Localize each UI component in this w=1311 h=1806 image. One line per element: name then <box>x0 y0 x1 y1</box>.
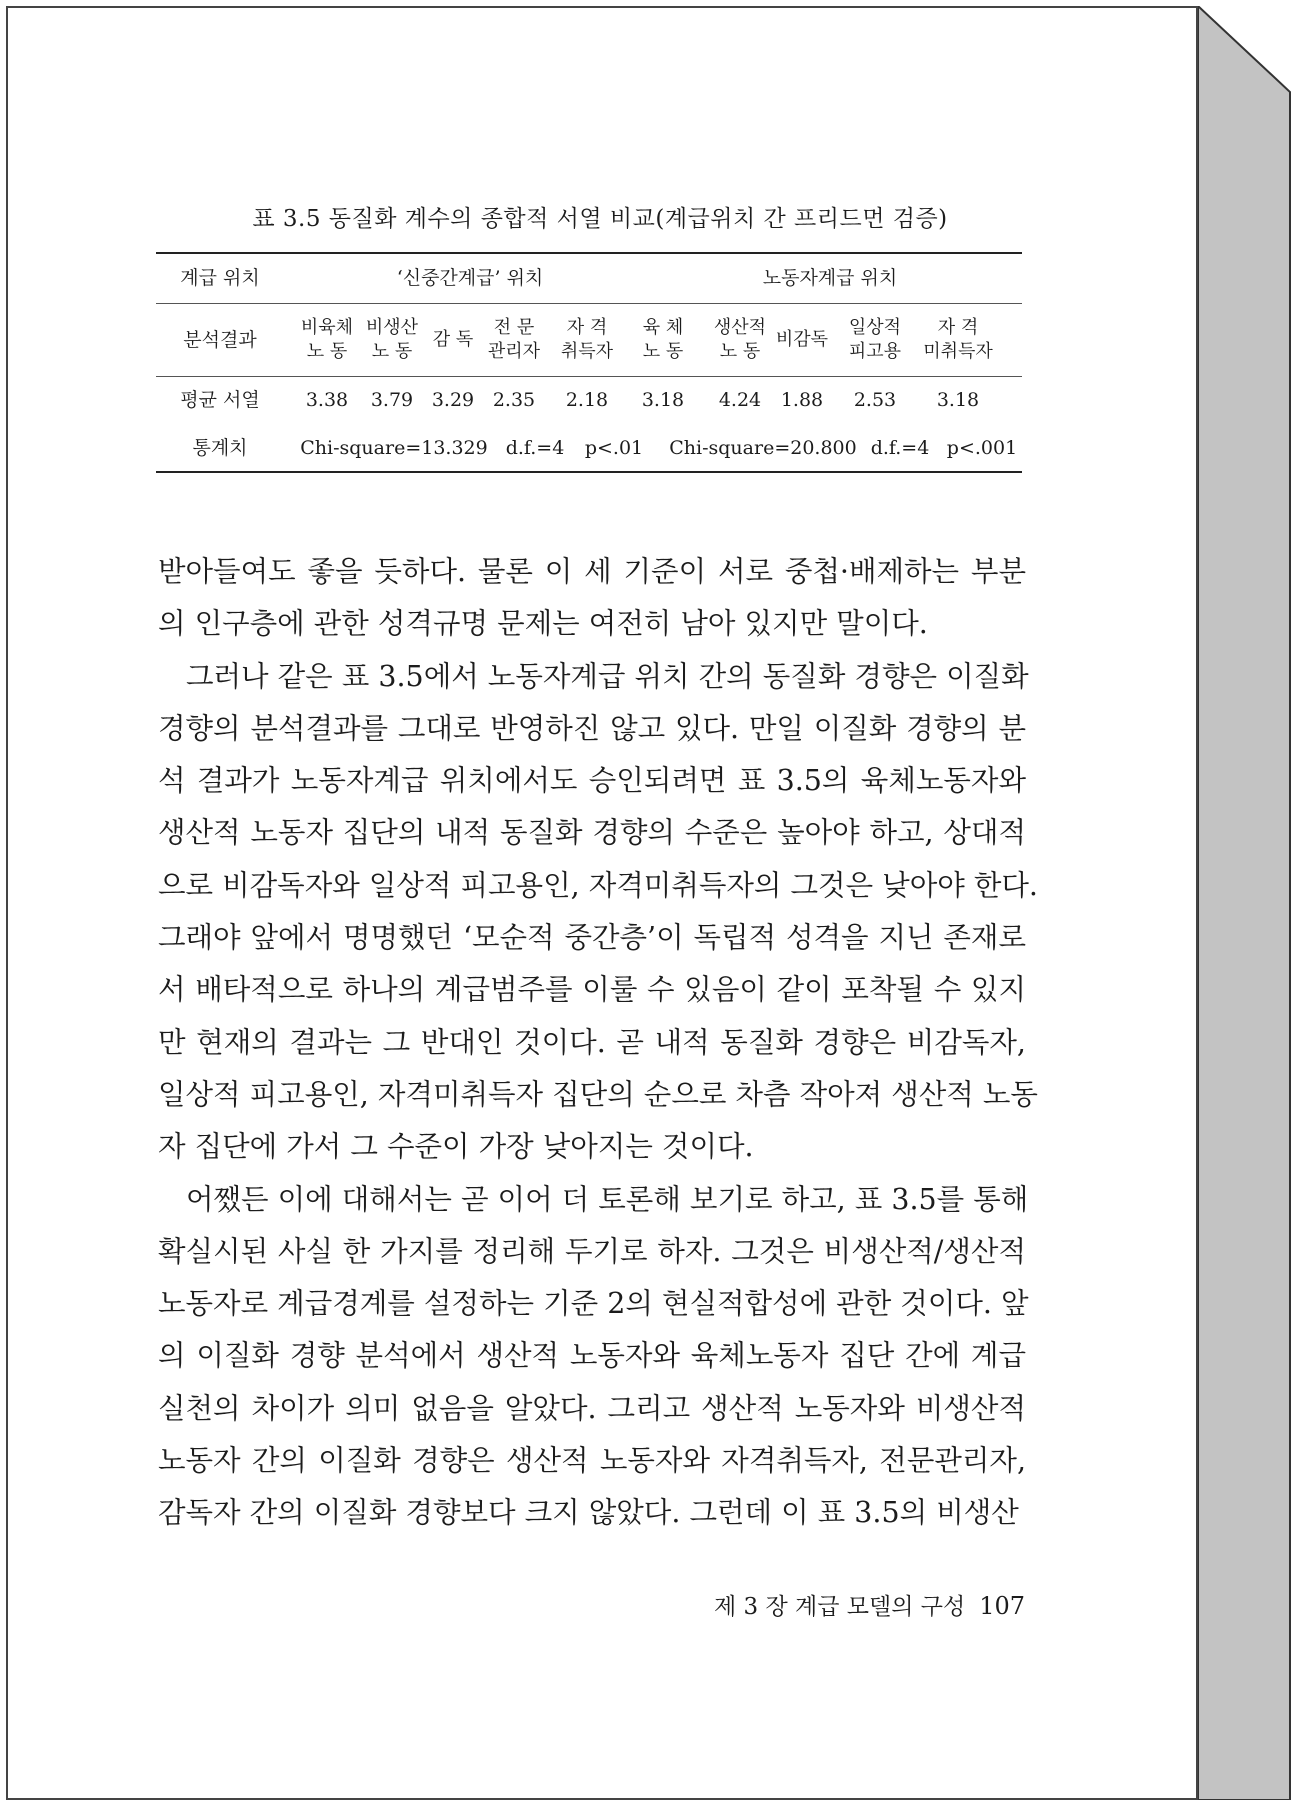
stat-b-chi: Chi-square=20.800 <box>669 437 857 459</box>
column-header-line1: 생산적 <box>713 317 767 338</box>
paragraph <box>158 1174 1029 1540</box>
column-header-line1: 자 격 <box>566 317 608 338</box>
table-header-rule <box>156 303 1022 304</box>
paragraph-line: 생산적 노동자 집단의 내적 동질화 경향의 수준은 높아야 하고, 상대적 <box>158 816 1026 850</box>
paragraph-line: 자 집단에 가서 그 수준이 가장 낮아지는 것이다. <box>158 1130 754 1164</box>
table-columns-rule <box>156 376 1022 377</box>
column-header <box>424 328 482 352</box>
paragraph-line: 석 결과가 노동자계급 위치에서도 승인되려면 표 3.5의 육체노동자와 <box>158 764 1026 798</box>
paragraph-line: 감독자 간의 이질화 경향보다 크지 않았다. 그런데 이 표 3.5의 비생산 <box>158 1496 1019 1530</box>
paragraph-line: 으로 비감독자와 일상적 피고용인, 자격미취득자의 그것은 낮아야 한다. <box>158 868 1038 902</box>
column-header-line1: 일상적 <box>848 317 902 338</box>
column-header-line2: 노 동 <box>719 341 761 362</box>
mean-rank-value: 2.35 <box>492 389 536 411</box>
stat-a-p: p<.01 <box>584 437 644 459</box>
mean-rank-value: 3.18 <box>936 389 980 411</box>
column-header-line2: 미취득자 <box>923 341 993 362</box>
column-header-line1: 감 독 <box>432 329 474 350</box>
column-header-line1: 자 격 <box>937 317 979 338</box>
row-header-group: 계급 위치 <box>180 267 260 289</box>
column-header <box>476 316 552 364</box>
group-b-header: 노동자계급 위치 <box>762 267 898 289</box>
paragraph-line: 노동자로 계급경계를 설정하는 기준 2의 현실적합성에 관한 것이다. 앞 <box>158 1287 1029 1321</box>
mean-rank-value: 4.24 <box>718 389 762 411</box>
chapter-title: 제 3 장 계급 모델의 구성 <box>714 1594 966 1620</box>
column-header-line2: 피고용 <box>848 341 902 362</box>
column-header-line1: 육 체 <box>642 317 684 338</box>
paragraph-line: 일상적 피고용인, 자격미취득자 집단의 순으로 차츰 작아져 생산적 노동 <box>158 1077 1038 1111</box>
mean-rank-value: 3.29 <box>431 389 475 411</box>
table-top-rule <box>156 252 1022 254</box>
paragraph-line: 의 인구층에 관한 성격규명 문제는 여전히 남아 있지만 말이다. <box>158 607 928 641</box>
mean-rank-value: 3.18 <box>641 389 685 411</box>
table-bottom-rule <box>156 471 1022 473</box>
paragraph-line: 만 현재의 결과는 그 반대인 것이다. 곧 내적 동질화 경향은 비감독자, <box>158 1025 1026 1059</box>
paragraph-line: 의 이질화 경향 분석에서 생산적 노동자와 육체노동자 집단 간에 계급 <box>158 1339 1026 1373</box>
column-header-line2: 노 동 <box>642 341 684 362</box>
stat-a-df: d.f.=4 <box>505 437 565 459</box>
column-header <box>832 316 918 364</box>
column-header <box>768 328 836 352</box>
paragraph-line: 경향의 분석결과를 그대로 반영하진 않고 있다. 만일 이질화 경향의 분 <box>158 711 1026 745</box>
paragraph-line: 어쨌든 이에 대해서는 곧 이어 더 토론해 보기로 하고, 표 3.5를 통해 <box>186 1182 1029 1216</box>
column-header-line1: 비감독 <box>775 329 829 350</box>
mean-rank-value: 3.79 <box>370 389 414 411</box>
column-header-line1: 비생산 <box>365 317 419 338</box>
group-a-header: ‘신중간계급’ 위치 <box>396 267 544 289</box>
column-header-line2: 노 동 <box>371 341 413 362</box>
mean-rank-value: 2.53 <box>853 389 897 411</box>
mean-rank-value: 2.18 <box>565 389 609 411</box>
paragraph-line: 그래야 앞에서 명명했던 ‘모순적 중간층’이 독립적 성격을 지닌 존재로 <box>158 921 1026 955</box>
paragraph <box>158 651 1038 1174</box>
paragraph-line: 서 배타적으로 하나의 계급범주를 이룰 수 있음이 같이 포착될 수 있지 <box>158 973 1026 1007</box>
table-caption: 표 3.5 동질화 계수의 종합적 서열 비교(계급위치 간 프리드먼 검증) <box>252 206 948 232</box>
column-header <box>628 316 698 364</box>
paragraph-line: 실천의 차이가 의미 없음을 알았다. 그리고 생산적 노동자와 비생산적 <box>158 1391 1026 1425</box>
stat-a-chi: Chi-square=13.329 <box>300 437 488 459</box>
column-header <box>357 316 427 364</box>
page-number: 107 <box>979 1592 1025 1620</box>
paragraph-line: 확실시된 사실 한 가지를 정리해 두기로 하자. 그것은 비생산적/생산적 <box>158 1234 1026 1268</box>
row-header-stat: 통계치 <box>192 437 248 459</box>
column-header <box>548 316 626 364</box>
mean-rank-value: 3.38 <box>305 389 349 411</box>
column-header-line1: 전 문 <box>493 317 535 338</box>
stat-b-df: d.f.=4 <box>870 437 930 459</box>
column-header-line2: 취득자 <box>560 341 614 362</box>
row-header-mean-rank: 평균 서열 <box>180 389 260 411</box>
paragraph-line: 노동자 간의 이질화 경향은 생산적 노동자와 자격취득자, 전문관리자, <box>158 1444 1026 1478</box>
column-header <box>908 316 1008 364</box>
row-header-analysis: 분석결과 <box>183 329 257 351</box>
stat-b-p: p<.001 <box>946 437 1018 459</box>
book-edge <box>1198 6 1302 1800</box>
column-header-line2: 노 동 <box>306 341 348 362</box>
paragraph <box>158 546 1026 651</box>
column-header-line1: 비육체 <box>300 317 354 338</box>
column-header <box>292 316 362 364</box>
paragraph-line: 받아들여도 좋을 듯하다. 물론 이 세 기준이 서로 중첩·배제하는 부분 <box>158 555 1026 588</box>
mean-rank-value: 1.88 <box>780 389 824 411</box>
running-footer <box>685 1588 1025 1621</box>
body-text <box>158 546 1038 1540</box>
column-header-line2: 관리자 <box>487 341 541 362</box>
paragraph-line: 그러나 같은 표 3.5에서 노동자계급 위치 간의 동질화 경향은 이질화 <box>186 659 1029 693</box>
